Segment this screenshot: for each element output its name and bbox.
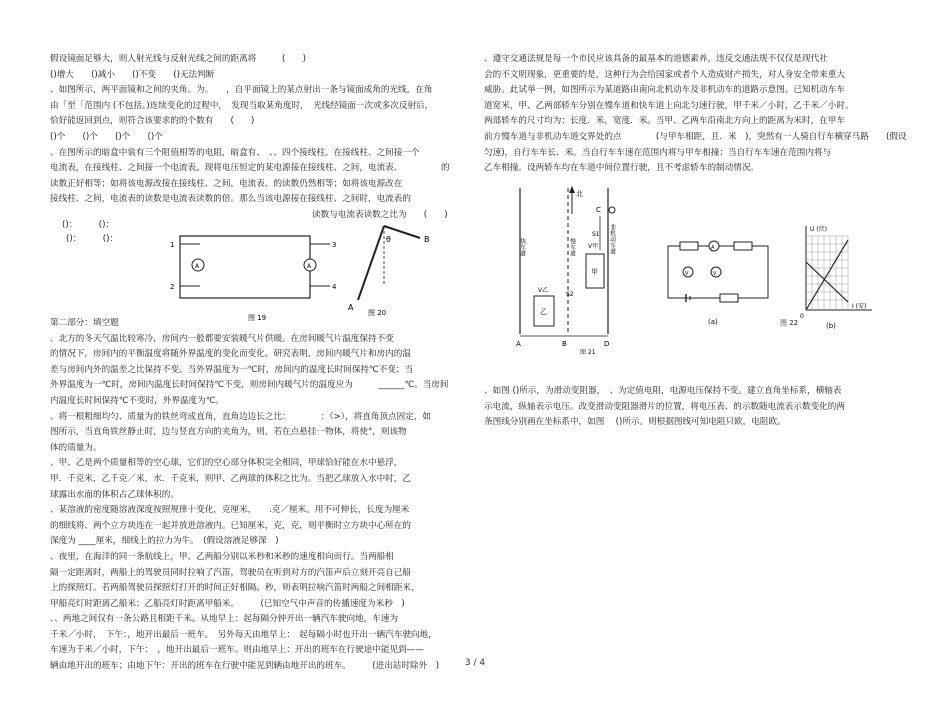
figure-22b-graph	[796, 222, 876, 330]
figure-22-label: 图 22	[780, 319, 799, 327]
text-line: 、、两地之间仅有一条公路且相距千米。从地早上：起每隔分钟开出一辆汽车驶向地，车速为	[50, 614, 399, 625]
text-line: 前方慢车道与非机动车道交界处的点 (与甲车相距，且．米 )，突然有一人骑自行车横穿马路 (假设	[484, 131, 907, 142]
point-b-road-label: B	[562, 340, 567, 348]
point-b-label: B	[424, 235, 430, 244]
answer-options-b: ()： ()：	[66, 234, 119, 244]
text-line: 差与房间内外的温差之比保持不变。当外界温度为一℃时，房间内的温度长时间保持℃不变；当	[50, 364, 414, 375]
v-yi-label: V乙	[538, 287, 549, 294]
text-line: 、遵守交通法规是每一个市民应该具备的最基本的道德素养，违反交通法规不仅仅是现代社	[484, 54, 828, 64]
text-line: 车速为千米／小时，下午： ，地开出最后一班车。则由地早上：开出的班车在行驶途中能见到——	[50, 645, 424, 656]
text-line: 的细线将、两个立方块连在一起并放进溶液内。已知厘米，克，克，则平衡时立方块中心所在的	[50, 520, 411, 531]
text-line: 外界温度为一℃时，房间内温度长时间保持℃不变，则房间内暖气片的温度应为 ______℃。当房间	[50, 380, 449, 391]
text-line: 假设镜面足够大，则人射光线与反射光线之间的距离将 ( )	[50, 54, 306, 64]
graph-line-1	[806, 240, 848, 310]
text-line: 上的探照灯。若两船驾驶员探照灯打开的时间正好相隔。秒，则表明拉响汽笛时两船之间相距米，	[50, 583, 420, 594]
text-line: 甲船亮灯时距离乙船米；乙船亮灯时距离甲船米。 (已知空气中声音的传播速度为米秒 )	[50, 598, 405, 609]
figure-21-road-diagram	[508, 184, 648, 356]
figure-22a-circuit	[658, 232, 776, 328]
resistor-r2-icon	[734, 242, 752, 250]
text-line: 内温度长时间保持℃不变时，外界温度为℃。	[50, 395, 224, 406]
text-line: 读数与电流表读数之比为 ( )	[312, 209, 448, 220]
figure-20-bent-wire	[342, 214, 438, 318]
text-line: 图所示，当直角铁丝静止时，边与竖直方向的夹角为，则，若在点悬挂一物体，将使°，则该物	[50, 427, 407, 438]
text-line: 接线柱、之间，电流表的读数是电流表读数的倍。那么当该电源接在接线柱、之间时，电流表的	[50, 194, 411, 205]
page-number: 3 / 4	[464, 658, 486, 668]
nonmotor-lane-label: 非机动车道	[608, 224, 616, 254]
text-line: 乙车相撞。设两轿车均在车道中间位置行驶，且不考虑轿车的制动情况。	[484, 163, 760, 174]
svg-text:2: 2	[170, 283, 175, 291]
figure-19-circuit	[160, 226, 340, 326]
theta-label: θ	[386, 235, 391, 244]
point-d-label: D	[604, 340, 610, 348]
text-line: 辆由地开出的班车；由地下午：开出的班车在行驶中能见到辆由地开出的班车。 (进出站时除外 )	[50, 661, 440, 672]
text-line: 威胁。此试举一例，如图所示为某道路由南向北机动车及非机动车的道路示意图。已知机动车车	[484, 85, 845, 96]
answer-options-a: ()： ()：	[62, 220, 115, 230]
point-a-label: A	[348, 303, 354, 312]
rheostat-icon	[680, 242, 698, 250]
svg-text:V: V	[713, 271, 717, 277]
figure-21-label: 图 21	[580, 349, 596, 356]
point-c-label: C	[596, 206, 601, 214]
text-line: 读数正好相等；如将该电源改接在接线柱、之间，电流表、的读数仍然相等；如将该电源改在	[50, 178, 403, 189]
resistor-r1-icon	[720, 294, 738, 302]
north-label: 北	[576, 190, 583, 198]
figure-20-label: 图 20	[368, 309, 387, 317]
left-column	[50, 52, 468, 224]
y-axis-label: U (伏)	[810, 226, 827, 233]
text-line: 条图线分别画在坐标系中，如图 ()所示。则根据图线可知电阻只欧，电阻欧。	[484, 417, 786, 428]
text-line: 、某溶液的密度随溶液深度按照规律十变化，克厘米， .克／厘米。用不可伸长，长度为厘米	[50, 505, 410, 516]
svg-text:A: A	[711, 245, 715, 251]
svg-text:4: 4	[332, 283, 337, 291]
text-line: 道宽米，甲、乙两部轿车分别在慢车道和快车道上向北匀速行驶，甲千米／小时，乙千米／小时。	[484, 100, 854, 111]
right-column-bottom	[484, 384, 902, 431]
figure-22a-label: (a)	[708, 318, 718, 326]
point-a-road-label: A	[516, 340, 521, 348]
text-line: ()个 ()个 ()个 ()个	[50, 131, 163, 142]
bicycle-icon	[609, 207, 615, 213]
text-line: 匀速)，自行车车长．米。当自行车车速在范围内将与甲车相撞；当自行车车速在范围内将与	[484, 147, 832, 158]
text-line: 、甲、乙是两个质量相等的空心球，它们的空心部分体积完全相同，甲球恰好能在水中悬浮，	[50, 458, 403, 469]
question-block-mirrors	[50, 52, 468, 224]
svg-text:3: 3	[332, 241, 337, 249]
wire-long-side	[358, 226, 384, 300]
text-line: 、夜里，在海洋的同一条航线上，甲、乙两船分别以米秒和米秒的速度相向而行。当两船相	[50, 551, 394, 562]
svg-text:1: 1	[170, 241, 175, 249]
figure-22b-label: (b)	[826, 322, 836, 330]
origin-label: 0	[800, 313, 804, 320]
text-line: 隔一定距离时，两船上的驾驶员同时拉响了汽笛，驾驶员在听到对方的汽笛声后立刻开亮自己船	[50, 567, 411, 578]
text-line: 、北方的冬天气温比较寒冷，房间内一般都要安装暖气片供暖。在房间暖气片温度保持不变	[50, 333, 394, 344]
v-jia-label: V甲	[588, 243, 599, 250]
svg-text:A: A	[195, 263, 200, 270]
fast-lane-label: 快车道	[518, 238, 526, 256]
text-line: 两部轿车的尺寸均为：长度．米，宽度．米。当甲、乙两车沿南北方向上的距离为米时，在甲车	[484, 116, 845, 127]
right-column-top	[484, 52, 907, 177]
car-yi-label: 乙	[540, 308, 547, 316]
slow-lane-label: 慢车道	[568, 238, 576, 256]
section-title: 第二部分：填空题	[50, 318, 119, 328]
text-line: 千米／小时， 下午：，地开出最后一班车。 另外每天由地早上： 起每隔小时也开出一辆汽车驶向地，	[50, 629, 437, 640]
text-line: 会的不文明现象，更重要的是，这种行为会给国家或者个人造成财产损失，对人身安全带来重大	[484, 69, 845, 80]
x-axis-label: I (安)	[852, 303, 867, 310]
text-line: 甲．千克米，乙千克／米，水．千克米，则甲、乙两球的体积之比为。当把乙球放入水中时，乙	[50, 473, 411, 484]
car-jia-label: 甲	[591, 268, 598, 276]
text-line: 深度为 ____厘米，细线上的拉力为牛。 (假设溶液足够深 )	[50, 536, 279, 547]
figure-19-label: 图 19	[248, 314, 267, 322]
s2-label: S2	[566, 291, 574, 298]
text-line: 、在图所示的暗盒中装有三个阻值相等的电阻，暗盒有、 、、四个接线柱。在接线柱、之间接一个	[50, 147, 420, 158]
fill-in-section	[50, 316, 468, 675]
text-line: 的情况下，房间内的平衡温度将随外界温度的变化而变化。研究表明，房间内暖气片和房内的温	[50, 349, 411, 360]
text-line: 、如图所示，两平面镜和之间的夹角。为。 ，自平面镜上的某点射出一条与镜面成角的光线，在角	[50, 85, 433, 96]
text-line: 、将一根粗细均匀、质量为的铁丝弯成直角，直角边边长之比： ：（>），将直角顶点固定，如	[50, 411, 432, 422]
text-line: 体的质量为。	[50, 442, 102, 453]
svg-text:V: V	[685, 271, 689, 277]
text-line: 示电流，纵轴表示电压。改变滑动变阻器滑片的位置，将电压表、的示数随电流表示数变化的两	[484, 401, 845, 412]
text-line: 由「至「范围内 (不包括。)连续变化的过程中， 发现当取某角度时， 光线经镜面一次或多次反射后，	[50, 100, 434, 111]
text-line: 球露出水面的体积占乙球体积的。	[50, 489, 179, 500]
north-arrow-icon	[569, 186, 575, 193]
text-line: ()增大 ()减小 ()不变 ()无法判断	[50, 69, 215, 80]
text-line: 、如图 ()所示，为滑动变阻器， 、为定值电阻，电源电压保持不变。建立直角坐标系，横轴表	[484, 386, 842, 396]
text-line: 恰好能返回到点，则符合该要求的的个数有 ( )	[50, 116, 255, 127]
s1-label: S1	[592, 231, 600, 238]
svg-text:A: A	[307, 263, 312, 270]
text-line: 电流表，在接线柱、之间接一个电流表。现将电压恒定的某电源接在接线柱、之间，电流表、 的	[50, 163, 450, 174]
